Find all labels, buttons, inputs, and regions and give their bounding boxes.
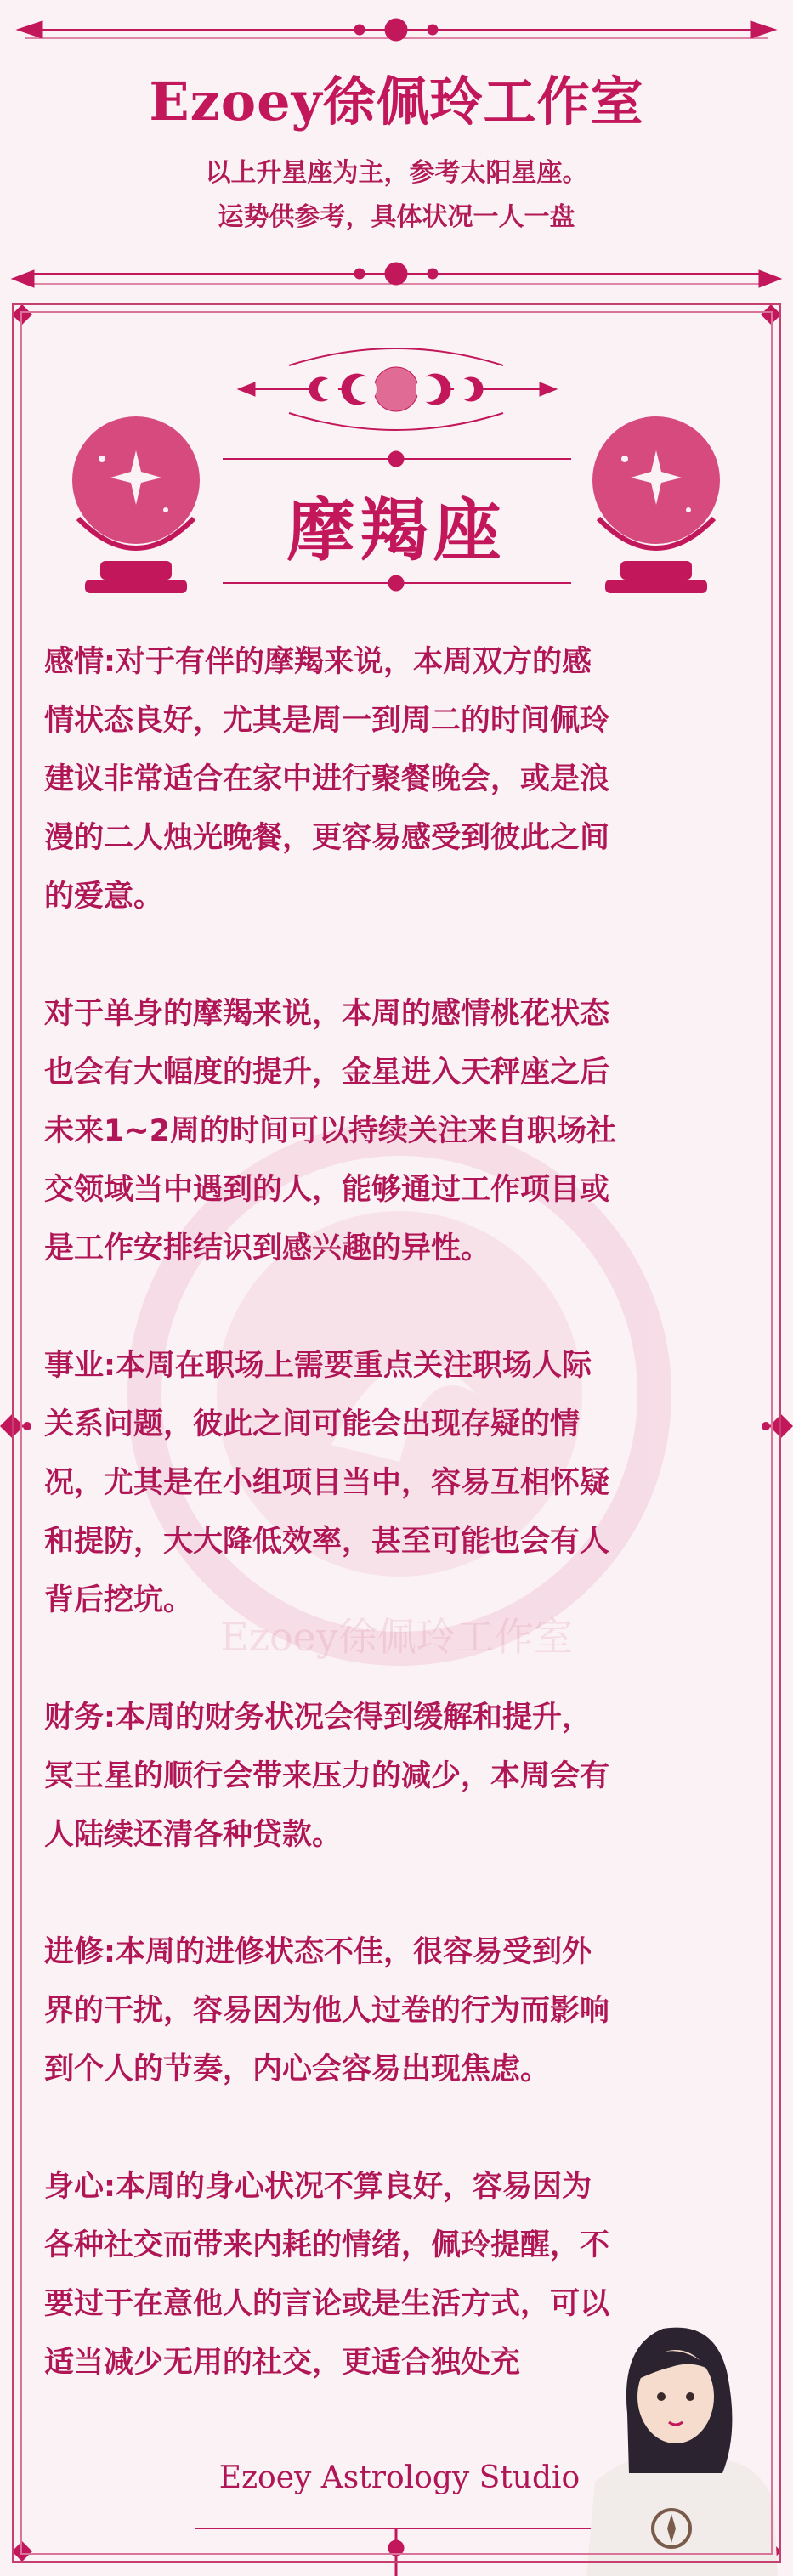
text-line: 各种社交而带来内耗的情绪，佩玲提醒，不	[44, 2228, 610, 2262]
text-line: 冥王星的顺行会带来压力的减少，本周会有	[44, 1759, 610, 1793]
text-line: 和提防，大大降低效率，甚至可能也会有人	[44, 1525, 610, 1559]
text-line: 事业:本周在职场上需要重点关注职场人际	[44, 1349, 592, 1383]
text-line: 界的干扰，容易因为他人过卷的行为而影响	[44, 1994, 610, 2028]
text-line: 到个人的节奏，内心会容易出现焦虑。	[44, 2052, 551, 2086]
subtitle-line-1: 以上升星座为主，参考太阳星座。	[205, 158, 588, 188]
love-paragraph-single	[44, 985, 758, 1278]
zodiac-sign-title: 摩羯座	[286, 490, 507, 570]
text-line: 要过于在意他人的言论或是生活方式，可以	[44, 2287, 610, 2321]
career-paragraph	[44, 1337, 758, 1630]
text-line: 的爱意。	[44, 880, 164, 914]
top-divider	[17, 19, 776, 41]
text-line: 建议非常适合在家中进行聚餐晚会，或是浪	[44, 762, 610, 796]
studio-title: Ezoey徐佩玲工作室	[149, 71, 644, 133]
wellbeing-paragraph	[44, 2158, 758, 2392]
text-line: 背后挖坑。	[44, 1583, 194, 1617]
text-line: 人陆续还清各种贷款。	[44, 1818, 343, 1852]
text-line: 感情:对于有伴的摩羯来说，本周双方的感	[44, 645, 592, 679]
finance-paragraph	[44, 1689, 758, 1865]
text-line: 财务:本周的财务状况会得到缓解和提升，	[44, 1701, 592, 1735]
text-line: 未来1~2周的时间可以持续关注来自职场社	[44, 1114, 617, 1148]
study-paragraph	[44, 1923, 758, 2099]
love-paragraph-couple	[44, 633, 758, 926]
text-line: 进修:本周的进修状态不佳，很容易受到外	[44, 1935, 592, 1969]
text-line: 漫的二人烛光晚餐，更容易感受到彼此之间	[44, 821, 610, 855]
text-line: 身心:本周的身心状况不算良好，容易因为	[44, 2170, 592, 2204]
middle-divider	[12, 263, 781, 287]
subtitle-line-2: 运势供参考，具体状况一人一盘	[218, 202, 575, 232]
text-line: 也会有大幅度的提升，金星进入天秤座之后	[44, 1056, 610, 1090]
text-line: 况，尤其是在小组项目当中，容易互相怀疑	[44, 1466, 610, 1500]
text-line: 是工作安排结识到感兴趣的异性。	[44, 1231, 491, 1265]
text-line: 交领域当中遇到的人，能够通过工作项目或	[44, 1173, 610, 1207]
horoscope-content	[44, 633, 758, 2451]
text-line: 适当减少无用的社交，更适合独处充	[44, 2346, 521, 2380]
text-line: 情状态良好，尤其是周一到周二的时间佩玲	[44, 704, 610, 738]
footer-studio-name: Ezoey Astrology Studio	[218, 2460, 581, 2495]
text-line: 关系问题，彼此之间可能会出现存疑的情	[44, 1407, 581, 1441]
text-line: 对于单身的摩羯来说，本周的感情桃花状态	[44, 997, 610, 1031]
watermark-text: Ezoey徐佩玲工作室	[220, 1614, 573, 1660]
